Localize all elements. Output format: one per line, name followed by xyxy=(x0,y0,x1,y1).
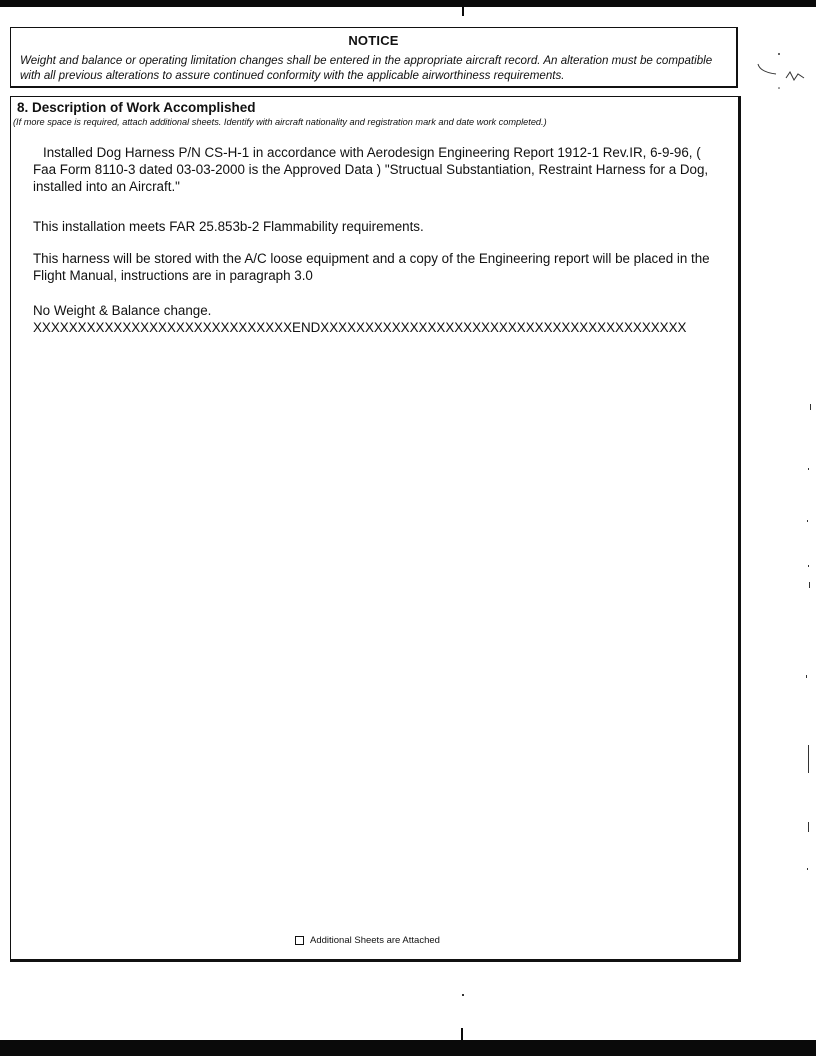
speck xyxy=(462,994,464,996)
margin-scribble xyxy=(756,50,816,90)
scan-edge-bottom xyxy=(0,1040,816,1056)
speck xyxy=(806,675,807,678)
section-instructions: (If more space is required, attach additional sheets. Identify with aircraft nationality and registration mark and date work completed.) xyxy=(13,117,547,127)
additional-sheets-option[interactable] xyxy=(295,935,440,946)
scan-edge-top xyxy=(0,0,816,7)
work-entry: No Weight & Balance change. xyxy=(33,303,212,318)
speck xyxy=(808,565,809,567)
speck xyxy=(808,745,809,773)
speck xyxy=(807,520,808,522)
notice-box xyxy=(10,27,738,88)
notice-title: NOTICE xyxy=(348,33,399,48)
speck xyxy=(809,582,810,588)
section-title: 8. Description of Work Accomplished xyxy=(17,100,256,115)
speck xyxy=(810,404,811,410)
speck xyxy=(808,468,809,470)
work-entry-end-marker: XXXXXXXXXXXXXXXXXXXXXXXXXXXXXENDXXXXXXXXXXXXXXXXXXXXXXXXXXXXXXXXXXXXXXXXX xyxy=(33,320,687,335)
additional-sheets-checkbox[interactable] xyxy=(295,936,304,945)
notice-text: Weight and balance or operating limitation changes shall be entered in the appropriate aircraft record. An alteration must be compatible with all previous alterations to assure continued conformity with the applicable airworthiness requirements. xyxy=(20,54,713,82)
additional-sheets-label: Additional Sheets are Attached xyxy=(310,935,440,946)
scan-mark-top xyxy=(462,0,464,16)
speck xyxy=(808,822,809,832)
speck xyxy=(807,868,808,870)
work-description-box xyxy=(10,96,741,962)
work-entry: This harness will be stored with the A/C loose equipment and a copy of the Engineering report will be placed in the Flight Manual, instructions are in paragraph 3.0 xyxy=(33,251,710,283)
work-entry: This installation meets FAR 25.853b-2 Flammability requirements. xyxy=(33,219,424,234)
work-entry: Installed Dog Harness P/N CS-H-1 in accordance with Aerodesign Engineering Report 1912-1 Rev.IR, 6-9-96, ( Faa Form 8110-3 dated 03-03-2000 is the Approved Data ) "Structual Substantiation, Restraint Harness for a Dog, installed into an Aircraft." xyxy=(33,145,709,194)
